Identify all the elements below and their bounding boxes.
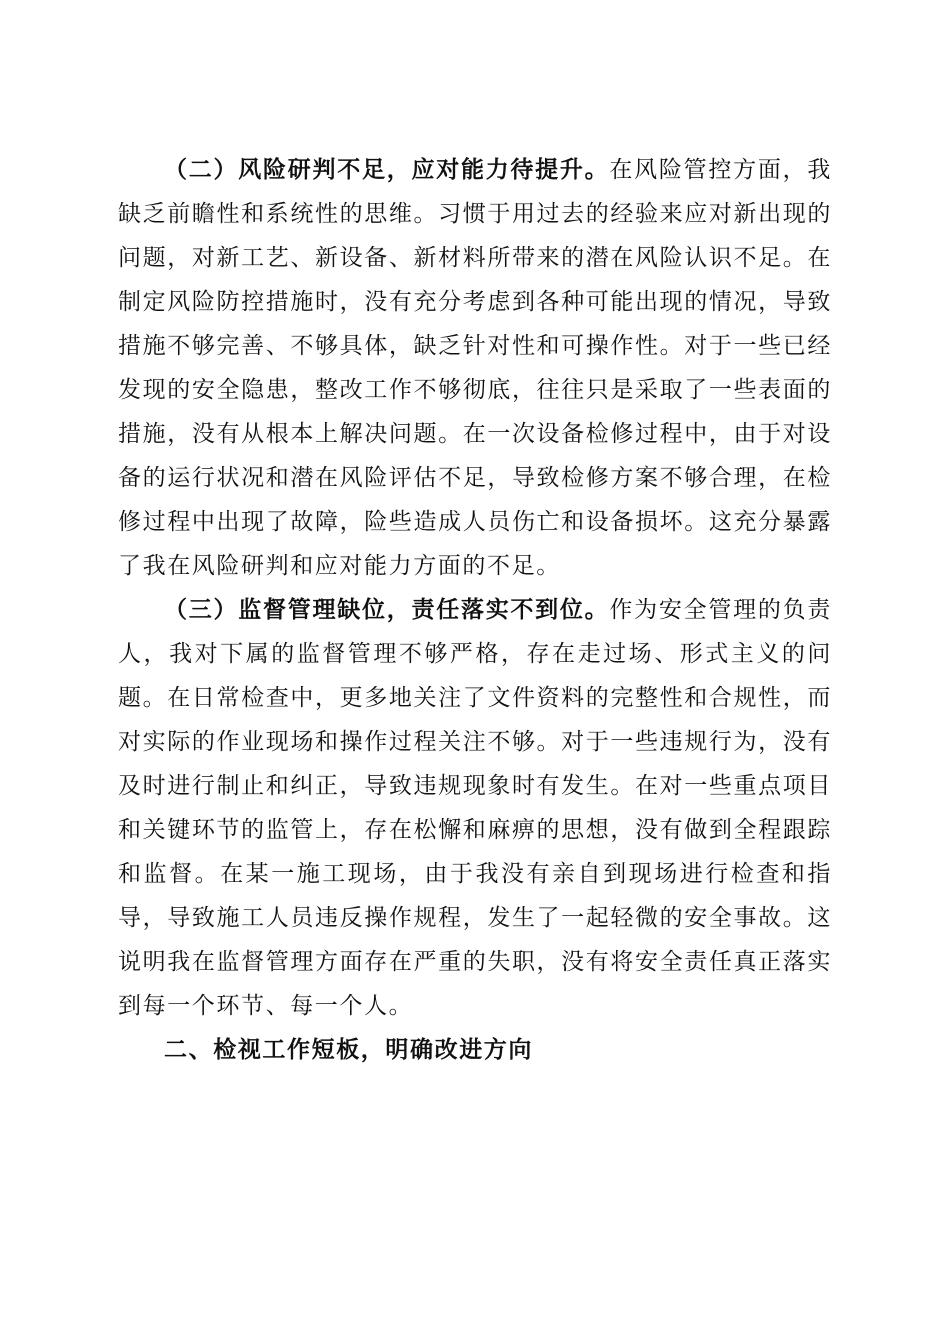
section-heading: 二、检视工作短板，明确改进方向 (164, 1037, 533, 1063)
paragraph-supervision (118, 588, 832, 1028)
paragraph-text: 作为安全管理的负责人，我对下属的监督管理不够严格，存在走过场、形式主义的问题。在日常检查中，更多地关注了文件资料的完整性和合规性，而对实际的作业现场和操作过程关注不够。对于一些违规行为，没有及时进行制止和纠正，导致违规现象时有发生。在对一些重点项目和关键环节的监管上，存在松懈和麻痹的思想，没有做到全程跟踪和监督。在某一施工现场，由于我没有亲自到现场进行检查和指导，导致施工人员违反操作规程，发生了一起轻微的安全事故。这说明我在监督管理方面存在严重的失职，没有将安全责任真正落实到每一个环节、每一个人。 (118, 597, 832, 1019)
paragraph-risk-assessment (118, 148, 832, 588)
document-body (118, 148, 832, 1072)
paragraph-heading: （三）监督管理缺位，责任落实不到位。 (164, 597, 610, 623)
paragraph-heading: （二）风险研判不足，应对能力待提升。 (164, 157, 610, 183)
paragraph-text: 在风险管控方面，我缺乏前瞻性和系统性的思维。习惯于用过去的经验来应对新出现的问题，对新工艺、新设备、新材料所带来的潜在风险认识不足。在制定风险防控措施时，没有充分考虑到各种可能出现的情况，导致措施不够完善、不够具体，缺乏针对性和可操作性。对于一些已经发现的安全隐患，整改工作不够彻底，往往只是采取了一些表面的措施，没有从根本上解决问题。在一次设备检修过程中，由于对设备的运行状况和潜在风险评估不足，导致检修方案不够合理，在检修过程中出现了故障，险些造成人员伤亡和设备损坏。这充分暴露了我在风险研判和应对能力方面的不足。 (118, 157, 832, 579)
